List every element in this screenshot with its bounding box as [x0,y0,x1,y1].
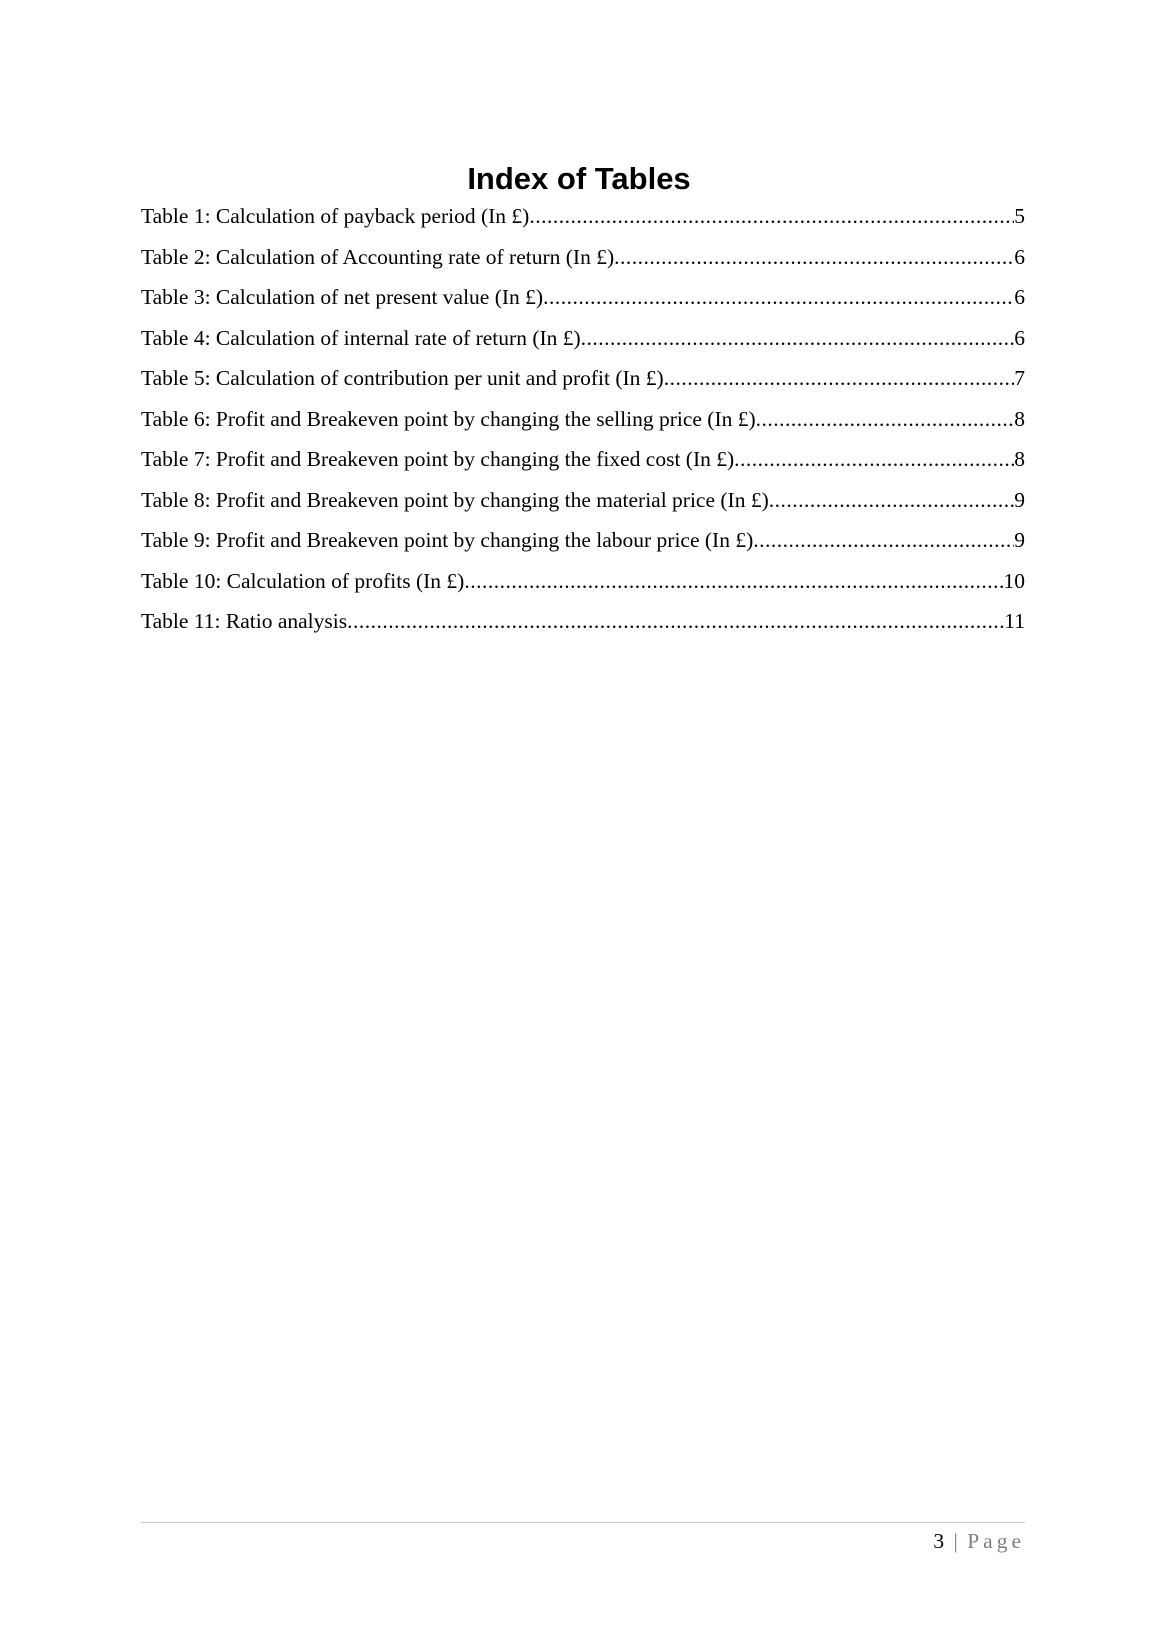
toc-entry-page: 10 [1003,568,1025,593]
toc-dot-leader [347,603,1004,639]
toc-entry-label: Table 3: Calculation of net present value (In £) [141,285,544,309]
toc-entry-page: 9 [1014,487,1025,512]
footer-separator: | [953,1529,958,1553]
toc-entry-label: Table 8: Profit and Breakeven point by changing the material price (In £) [141,487,769,512]
toc-entry[interactable] [141,563,1025,604]
toc-entry-page: 8 [1014,406,1025,431]
footer-page-word: Page [967,1529,1025,1553]
toc-dot-leader [614,239,1014,275]
toc-entry[interactable] [141,482,1025,523]
toc-entry[interactable] [141,320,1025,361]
page-title: Index of Tables [467,161,691,196]
toc-entry-page: 8 [1014,447,1025,471]
toc-entry-page: 6 [1014,244,1025,269]
toc-entry-page: 5 [1014,204,1025,228]
footer-page-number: 3 [933,1529,945,1553]
toc-dot-leader [581,320,1015,356]
toc-dot-leader [664,360,1015,396]
footer-divider [141,1522,1025,1523]
toc-dot-leader [734,441,1014,477]
toc-dot-leader [769,482,1014,518]
toc-entry[interactable] [141,401,1025,442]
table-index-list [141,198,1025,644]
toc-dot-leader [753,522,1014,558]
toc-entry-label: Table 6: Profit and Breakeven point by changing the selling price (In £) [141,406,756,431]
toc-entry-label: Table 2: Calculation of Accounting rate of return (In £) [141,244,615,269]
toc-entry-label: Table 9: Profit and Breakeven point by changing the labour price (In £) [141,528,754,552]
toc-dot-leader [543,279,1014,315]
toc-entry[interactable] [141,603,1025,644]
toc-entry-page: 9 [1014,528,1025,552]
toc-entry-label: Table 11: Ratio analysis [141,609,348,633]
toc-entry-page: 11 [1004,609,1025,633]
toc-dot-leader [529,198,1014,234]
toc-entry[interactable] [141,279,1025,320]
toc-entry-label: Table 5: Calculation of contribution per unit and profit (In £) [141,366,664,390]
toc-entry-page: 6 [1014,325,1025,350]
toc-entry-label: Table 10: Calculation of profits (In £) [141,568,465,593]
toc-entry[interactable] [141,198,1025,239]
toc-entry-label: Table 4: Calculation of internal rate of return (In £) [141,325,581,350]
toc-entry[interactable] [141,239,1025,280]
toc-entry-label: Table 1: Calculation of payback period (In £) [141,204,530,228]
toc-dot-leader [756,401,1015,437]
toc-entry[interactable] [141,360,1025,401]
toc-dot-leader [464,563,1003,599]
toc-entry-page: 6 [1014,285,1025,309]
toc-entry-page: 7 [1014,366,1025,390]
page-footer [933,1526,1025,1556]
toc-entry[interactable] [141,522,1025,563]
toc-entry[interactable] [141,441,1025,482]
toc-entry-label: Table 7: Profit and Breakeven point by changing the fixed cost (In £) [141,447,735,471]
